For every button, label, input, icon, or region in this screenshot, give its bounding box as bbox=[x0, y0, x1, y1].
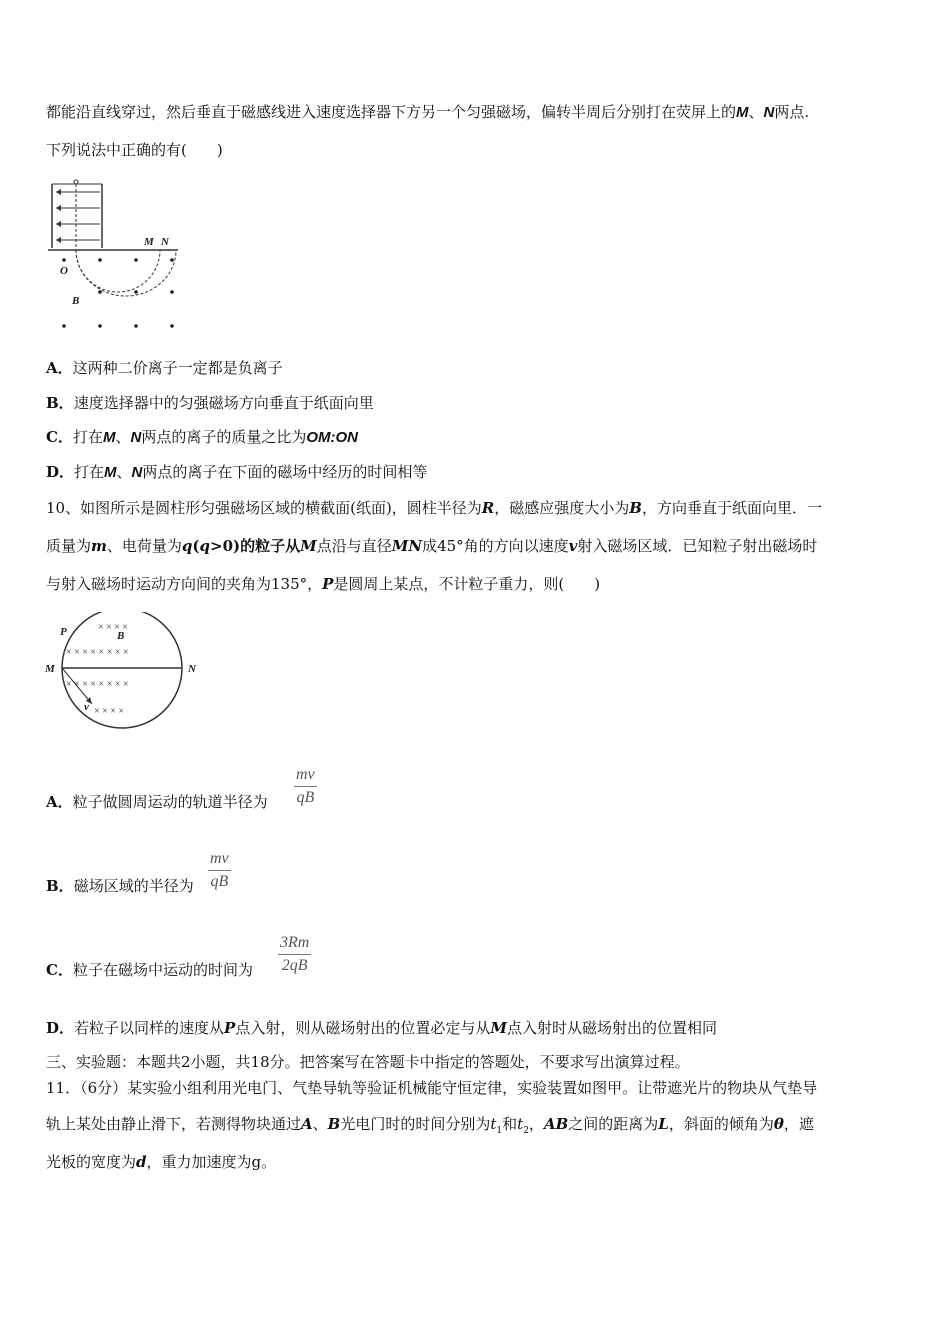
q9-fig-label-o: O bbox=[60, 265, 68, 277]
q9-stem-text: 都能沿直线穿过，然后垂直于磁感线进入速度选择器下方另一个匀强磁场，偏转半周后分别打在荧屏上的 bbox=[46, 103, 737, 121]
q10-fig-crosses-row1: × × × × bbox=[98, 622, 129, 633]
q10-stem-line1: 10、如图所示是圆柱形匀强磁场区域的横截面(纸面)，圆柱半径为R，磁感应强度大小为B，方向垂直于纸面向里．一 bbox=[46, 499, 822, 517]
q10-fig-crosses-row4: × × × × bbox=[94, 706, 125, 717]
q10-fig-crosses-row2: × × × × × × × × bbox=[66, 647, 129, 658]
q9-option-c: C．打在M、N两点的离子的质量之比为OM:ON bbox=[46, 428, 359, 446]
q10-fig-label-n: N bbox=[188, 663, 196, 675]
q10-option-b-fraction: $\frac{mv}{qB}$ bbox=[210, 850, 229, 890]
q9-option-a: A．这两种二价离子一定都是负离子 bbox=[46, 359, 283, 377]
q11-line3: 光板的宽度为d，重力加速度为g。 bbox=[46, 1153, 277, 1171]
q10-option-d: D．若粒子以同样的速度从P点入射，则从磁场射出的位置必定与从M点入射时从磁场射出的位置相同 bbox=[46, 1019, 717, 1037]
q10-fig-label-b: B bbox=[117, 630, 125, 642]
q9-fig-label-n: N bbox=[161, 236, 169, 248]
q10-stem-line3: 与射入磁场时运动方向间的夹角为135°，P是圆周上某点，不计粒子重力，则( ) bbox=[46, 575, 601, 593]
q10-option-c: C．粒子在磁场中运动的时间为 bbox=[46, 961, 253, 979]
q10-option-a-fraction: $\frac{mv}{qB}$ bbox=[296, 766, 315, 806]
q10-fig-label-m: M bbox=[45, 663, 55, 675]
q9-option-b: B．速度选择器中的匀强磁场方向垂直于纸面向里 bbox=[46, 394, 374, 412]
q9-stem-line1 bbox=[46, 102, 809, 123]
q10-option-a: A．粒子做圆周运动的轨道半径为 bbox=[46, 793, 268, 811]
q9-figure bbox=[46, 178, 186, 334]
section-3-heading: 三、实验题：本题共2小题，共18分。把答案写在答题卡中指定的答题处，不要求写出演算过程。 bbox=[46, 1053, 690, 1071]
q10-fig-label-v: v bbox=[84, 701, 89, 713]
q9-stem-line2: 下列说法中正确的有( ) bbox=[46, 141, 223, 159]
q10-fig-crosses-row3: × × × × × × × × bbox=[66, 679, 129, 690]
q9-option-d: D．打在M、N两点的离子在下面的磁场中经历的时间相等 bbox=[46, 463, 428, 481]
q11-line1: 11．（6分）某实验小组利用光电门、气垫导轨等验证机械能守恒定律，实验装置如图甲。让带遮光片的物块从气垫导 bbox=[46, 1079, 818, 1097]
q9-sep: 、 bbox=[748, 103, 764, 121]
q10-figure bbox=[42, 612, 202, 736]
q10-stem-line2: 质量为m、电荷量为q(q>0)的粒子从M点沿与直径MN成45°角的方向以速度v射入磁场区域．已知粒子射出磁场时 bbox=[46, 537, 818, 555]
q9-point-n: N bbox=[763, 104, 775, 121]
q10-option-c-fraction: $\frac{3Rm}{2qB}$ bbox=[280, 934, 310, 974]
q11-line2: 轨上某处由静止滑下，若测得物块通过A、B光电门时的时间分别为$t_1$和$t_2$，AB之间的距离为L，斜面的倾角为θ，遮 bbox=[46, 1115, 814, 1136]
q9-fig-label-m: M bbox=[144, 236, 154, 248]
q10-option-b: B．磁场区域的半径为 bbox=[46, 877, 194, 895]
q10-fig-label-p: P bbox=[60, 626, 67, 638]
q9-fig-label-b: B bbox=[72, 295, 80, 307]
q9-stem-tail: 两点. bbox=[774, 103, 810, 121]
q9-point-m: M bbox=[736, 104, 749, 121]
